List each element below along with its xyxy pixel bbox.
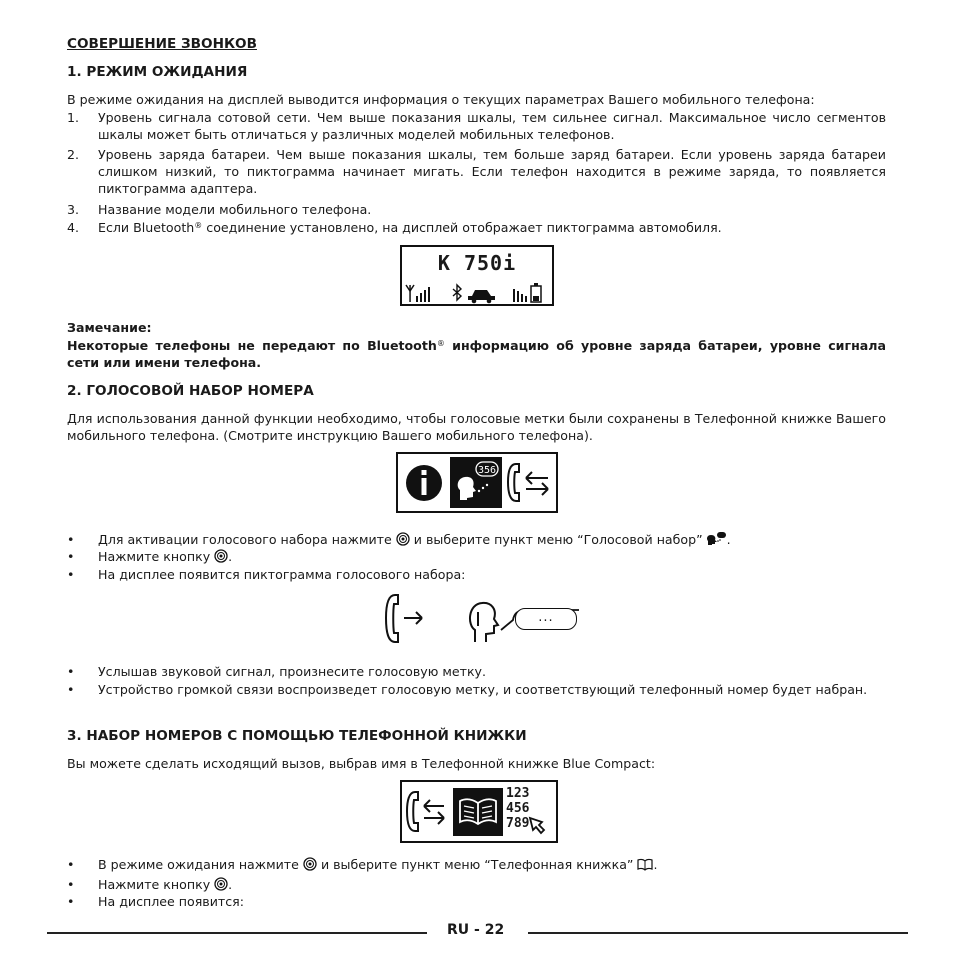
keypad-digits (506, 786, 529, 831)
bullet: • (67, 857, 75, 872)
bullet: • (67, 664, 75, 679)
keypad-row: 456 (506, 801, 530, 816)
bubble-text: ... (538, 610, 554, 625)
text-part: В режиме ожидания нажмите (98, 857, 299, 872)
item-text: Уровень сигнала сотовой сети. Чем выше показания шкалы, тем сильнее сигнал. Максимальное число сегментов шкалы может быть отличаться у различных моделей мобильных телефонов. (98, 110, 886, 142)
page-number: RU - 22 (447, 922, 505, 938)
keypad-row: 789 (506, 816, 530, 831)
item-text: Услышав звуковой сигнал, произнесите голосовую метку. (98, 664, 487, 679)
voice-dial-screen (379, 592, 579, 646)
menu-button-icon (214, 877, 228, 891)
item-text: Уровень заряда батареи. Чем выше показания шкалы, тем больше заряд батареи. Если уровень заряда батареи слишком низкий, то пиктограмма начинает мигать. Если телефон находится в режиме заряда, то появляется пиктограмма адаптера. (98, 147, 886, 196)
phonebook-display (400, 780, 558, 843)
text-part: . (653, 857, 658, 872)
speaking-head-icon (470, 603, 498, 642)
section1-intro: В режиме ожидания на дисплей выводится информация о текущих параметрах Вашего мобильного телефона: (67, 92, 815, 107)
item-number: 3. (67, 202, 80, 217)
phonebook-icon (637, 857, 653, 871)
text-part: . (228, 549, 233, 564)
phone-outgoing-icon (508, 464, 548, 501)
list-item (67, 201, 886, 218)
list-item (67, 856, 886, 873)
item-number: 2. (67, 147, 80, 162)
footer-rule-left (47, 932, 427, 934)
battery-icon (513, 283, 541, 302)
list-item (67, 146, 886, 197)
keypad-row: 123 (506, 786, 530, 801)
registered-mark: ® (436, 339, 445, 348)
bullet: • (67, 894, 75, 909)
phone-outgoing-icon (386, 595, 422, 642)
item-text: Название модели мобильного телефона. (98, 202, 372, 217)
bullet: • (67, 532, 75, 547)
item-text: На дисплее появится пиктограмма голосового набора: (98, 567, 466, 582)
bullet: • (67, 549, 75, 564)
voice-menu-display (396, 452, 558, 513)
menu-button-icon (303, 857, 317, 871)
text-part: . (726, 532, 731, 547)
footer-rule-right (528, 932, 908, 934)
signal-icon (406, 285, 430, 302)
list-item (67, 109, 886, 143)
list-item (67, 548, 886, 565)
section3-intro: Вы можете сделать исходящий вызов, выбрав имя в Телефонной книжке Blue Compact: (67, 756, 656, 771)
item-text (98, 548, 886, 565)
list-item (67, 219, 886, 236)
display-model-name: K 750i (437, 251, 517, 275)
bullet: • (67, 682, 75, 697)
item-text (98, 876, 886, 893)
text-part: Нажмите кнопку (98, 549, 211, 564)
info-icon (406, 465, 442, 501)
menu-badge-text: 356 (477, 465, 497, 476)
car-icon (468, 290, 495, 303)
bullet: • (67, 877, 75, 892)
section2-intro: Для использования данной функции необходимо, чтобы голосовые метки были сохранены в Телефонной книжке Вашего мобильного телефона. (Смотрите инструкцию Вашего мобильного телефона). (67, 411, 886, 443)
cursor-arrow-icon (530, 818, 544, 833)
list-item (67, 893, 886, 910)
bluetooth-icon (453, 285, 461, 300)
section2-heading: 2. ГОЛОСОВОЙ НАБОР НОМЕРА (67, 383, 314, 399)
item-text (98, 531, 886, 548)
voice-dial-icon (707, 532, 727, 546)
text-part: Нажмите кнопку (98, 877, 211, 892)
speech-bubble (515, 608, 577, 630)
list-item (67, 531, 886, 548)
text-part: . (228, 877, 233, 892)
menu-button-icon (396, 532, 410, 546)
list-item (67, 566, 886, 583)
list-item (67, 681, 886, 698)
item-text: На дисплее появится: (98, 894, 244, 909)
list-item (67, 663, 886, 680)
text-part: Некоторые телефоны не передают по Bluetooth (67, 338, 437, 353)
item-text (98, 219, 886, 236)
item-number: 4. (67, 220, 80, 235)
text-part: соединение установлено, на дисплей отображает пиктограмма автомобиля. (202, 220, 722, 235)
section3-heading: 3. НАБОР НОМЕРОВ С ПОМОЩЬЮ ТЕЛЕФОННОЙ КНИЖКИ (67, 728, 527, 744)
item-number: 1. (67, 110, 80, 125)
phone-outgoing-icon (407, 792, 444, 831)
text-part: и выберите пункт меню “Телефонная книжка” (320, 857, 634, 872)
section1-heading: 1. РЕЖИМ ОЖИДАНИЯ (67, 64, 248, 80)
note-text (67, 337, 886, 371)
registered-mark: ® (194, 221, 203, 230)
text-part: и выберите пункт меню “Голосовой набор” (413, 532, 703, 547)
item-text (98, 856, 886, 873)
text-part: Если Bluetooth (98, 220, 195, 235)
menu-button-icon (214, 549, 228, 563)
item-text: Устройство громкой связи воспроизведет голосовую метку, и соответствующий телефонный номер будет набран. (98, 682, 868, 697)
text-part: информацию об уровне заряда батареи, уровне сигнала сети или имени телефона. (67, 338, 886, 370)
page-title: СОВЕРШЕНИЕ ЗВОНКОВ (67, 36, 257, 52)
bullet: • (67, 567, 75, 582)
text-part: Для активации голосового набора нажмите (98, 532, 392, 547)
standby-display (400, 245, 554, 306)
note-label: Замечание: (67, 320, 152, 335)
list-item (67, 876, 886, 893)
